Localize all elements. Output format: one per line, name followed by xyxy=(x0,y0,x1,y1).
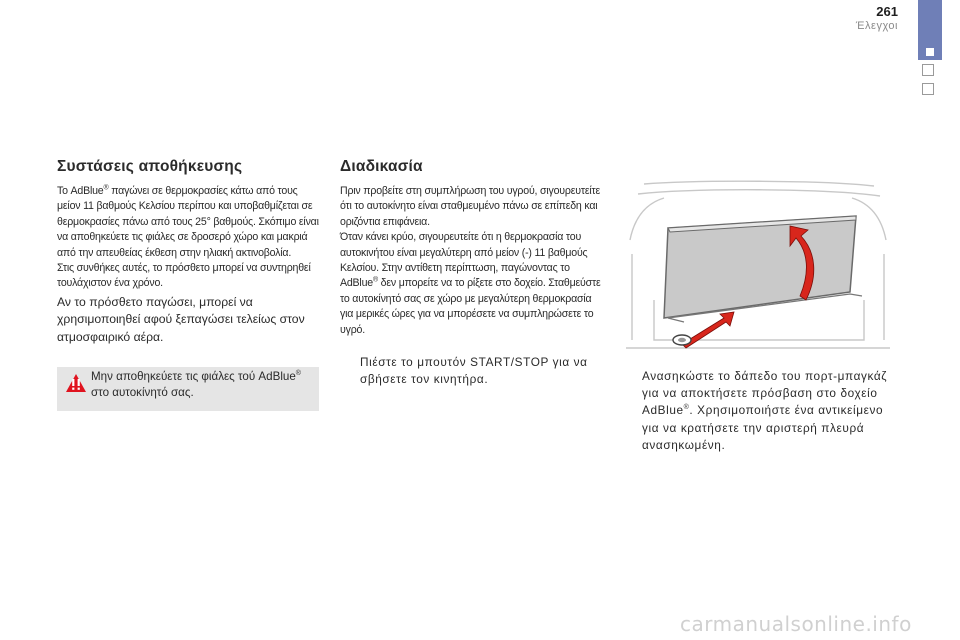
procedure-paragraph-1: Πριν προβείτε στη συμπλήρωση του υγρού, σιγουρευτείτε ότι το αυτοκίνητο είναι σταθμευμένο πάνω σε επίπεδη και οριζόντια επιφάνεια. xyxy=(340,185,601,228)
page-number: 261 xyxy=(876,4,898,19)
storage-warning xyxy=(57,367,319,411)
procedure-paragraph-2 xyxy=(340,230,604,338)
step-1 xyxy=(340,354,604,388)
procedure-p2-text-cont: δεν μπορείτε να το ρίξετε στο δοχείο. Σταθμεύστε το αυτοκίνητό σας σε χώρο με μεγαλύτερη θερμοκρασία για μερικές ώρες για να μπορέσετε να συμπληρώσετε το υγρό. xyxy=(340,277,601,336)
storage-section xyxy=(57,158,319,411)
procedure-title: Διαδικασία xyxy=(340,158,423,175)
warning-icon xyxy=(65,373,87,393)
procedure-section xyxy=(340,158,604,388)
step-2-text-b: . Χρησιμοποιήστε ένα αντικείμενο για να κρατήσετε την αριστερή πλευρά ανασηκωμένη. xyxy=(642,403,884,452)
warning-text xyxy=(91,369,311,402)
chapter-tab[interactable] xyxy=(922,22,938,38)
chapter-tab-square-icon xyxy=(926,48,934,56)
storage-paragraph-3: Αν το πρόσθετο παγώσει, μπορεί να χρησιμοποιηθεί αφού ξεπαγώσει τελείως στον ατμοσφαιρικό αέρα. xyxy=(57,294,305,345)
procedure-p2-text: Όταν κάνει κρύο, σιγουρευτείτε ότι η θερμοκρασία του αυτοκινήτου είναι μεγαλύτερη από μείον (-) 11 βαθμούς Κελσίου. Στην αντίθετη περίπτωση, παγώνοντας το AdBlue xyxy=(340,231,588,290)
registered-mark: ® xyxy=(372,276,378,284)
boot-floor-illustration xyxy=(624,180,892,354)
warning-text-a: Μην αποθηκεύετε τις φιάλες τού AdBlue xyxy=(91,369,296,383)
step-2 xyxy=(622,368,892,454)
step-1-text: Πιέστε το μπουτόν START/STOP για να σβήσετε τον κινητήρα. xyxy=(360,355,588,387)
registered-mark: ® xyxy=(103,184,109,192)
chapter-nav-box-1[interactable] xyxy=(922,64,934,76)
watermark: carmanualsonline.info xyxy=(680,612,912,636)
registered-mark: ® xyxy=(295,369,301,377)
chapter-title: Έλεγχοι xyxy=(855,20,898,32)
warning-text-b: στο αυτοκίνητό σας. xyxy=(91,386,194,400)
step-2-text-a: Ανασηκώστε το δάπεδο του πορτ-μπαγκάζ για να αποκτήσετε πρόσβαση στο δοχείο AdBlue xyxy=(642,369,888,418)
bullet-arrow-icon xyxy=(340,354,350,388)
storage-p1-text: Το AdBlue xyxy=(57,185,104,197)
registered-mark: ® xyxy=(683,404,690,412)
storage-title: Συστάσεις αποθήκευσης xyxy=(57,158,243,175)
storage-paragraph-2: Στις συνθήκες αυτές, το πρόσθετο μπορεί να συντηρηθεί τουλάχιστον ένα χρόνο. xyxy=(57,262,311,290)
storage-p1-text-cont: παγώνει σε θερμοκρασίες κάτω από τους μείον 11 βαθμούς Κελσίου περίπου και υποβαθμίζεται σε θερμοκρασίες πάνω από τους 25° βαθμούς. Σκόπιμο είναι να αποθηκεύετε τις φιάλες σε δροσερό χώρο και μακριά από την απευθείας έκθεση στην ηλιακή ακτινοβολία. xyxy=(57,185,319,259)
storage-paragraph-1 xyxy=(57,184,319,261)
bullet-arrow-icon xyxy=(622,368,632,454)
step-2-text xyxy=(642,368,892,454)
chapter-nav-box-2[interactable] xyxy=(922,83,934,95)
